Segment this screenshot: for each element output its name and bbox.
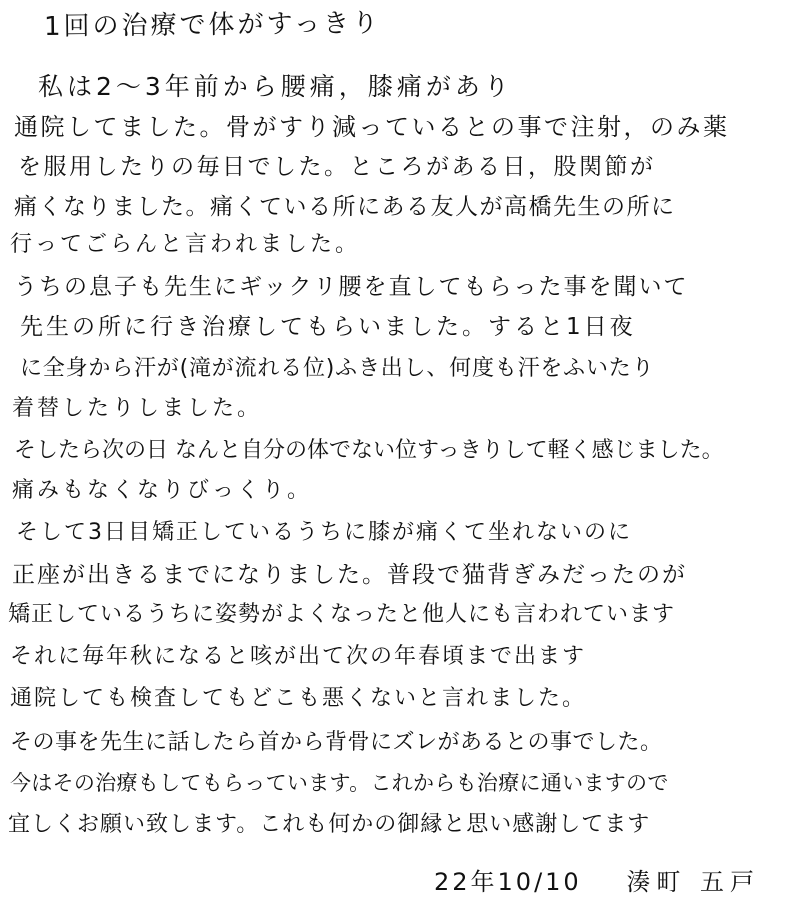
body-line: 着替したりしました。 [12, 396, 263, 421]
body-line: に全身から汗が(滝が流れる位)ふき出し、何度も汗をふいたり [20, 356, 655, 381]
body-line: 正座が出きるまでになりました。普段で猫背ぎみだったのが [12, 562, 687, 588]
body-line: そして3日目矯正しているうちに膝が痛くて坐れないのに [16, 520, 632, 545]
body-line: 私は2～3年前から腰痛，膝痛があり [38, 72, 513, 101]
body-line: 行ってごらんと言われました。 [10, 232, 361, 257]
body-line: 痛みもなくなりびっくり。 [12, 478, 313, 503]
body-line: 痛くなりました。痛くている所にある友人が高橋先生の所に [14, 194, 676, 220]
body-line: うちの息子も先生にギックリ腰を直してもらった事を聞いて [14, 274, 689, 300]
letter-date: 22年10/10 [434, 868, 582, 896]
body-line: 通院しても検査してもどこも悪くないと言れました。 [10, 686, 587, 711]
body-line: それに毎年秋になると咳が出て次の年春頃まで出ます [10, 644, 587, 669]
body-line: その事を先生に話したら首から背骨にズレがあるとの事でした。 [10, 730, 663, 755]
body-line: 今はその治療もしてもらっています。これからも治療に通いますので [10, 771, 669, 795]
body-line: 通院してました。骨がすり減っているとの事で注射，のみ薬 [14, 113, 730, 141]
letter-signature: 湊町 五戸 [626, 868, 760, 896]
letter-footer [434, 862, 760, 897]
body-line: 宜しくお願い致します。これも何かの御縁と思い感謝してます [8, 812, 651, 837]
body-line: を服用したりの毎日でした。ところがある日，股関節が [18, 154, 656, 180]
letter-title: 1回の治療で体がすっきり [43, 8, 382, 42]
body-line: 先生の所に行き治療してもらいました。すると1日夜 [20, 314, 636, 340]
body-line: 矯正しているうちに姿勢がよくなったと他人にも言われています [8, 602, 676, 627]
body-line: そしたら次の日 なんと自分の体でない位すっきりして軽く感じました。 [14, 438, 724, 463]
